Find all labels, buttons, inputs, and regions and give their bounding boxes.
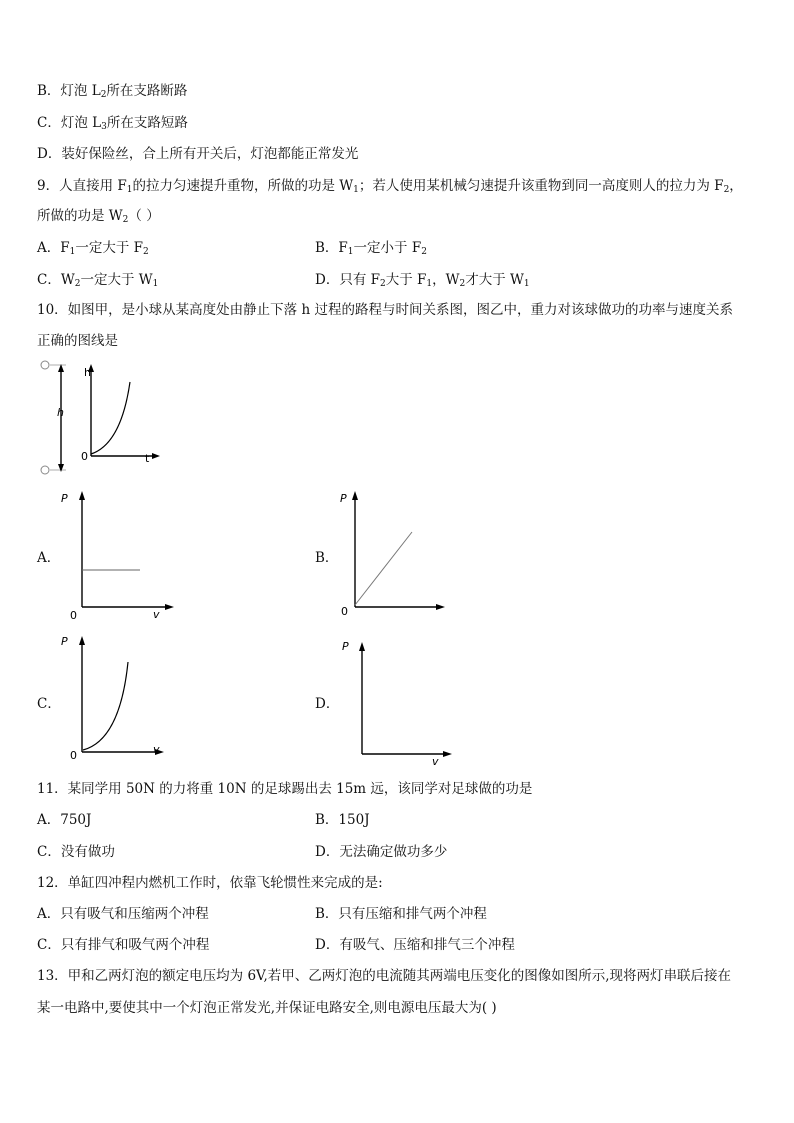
q10-option-a-label: A． xyxy=(37,550,61,566)
q11-stem: 11．某同学用 50N 的力将重 10N 的足球踢出去 15m 远，该同学对足球做的功是 xyxy=(37,781,533,797)
b-curve xyxy=(355,532,412,605)
a-x-arrow-icon xyxy=(165,604,174,610)
q11-option-a: A．750J xyxy=(37,812,92,828)
q10-stem-line2: 正确的图线是 xyxy=(37,333,118,349)
b-x-arrow-icon xyxy=(436,604,445,610)
a-origin: 0 xyxy=(70,609,77,622)
c-y-arrow-icon xyxy=(79,636,85,645)
q8-option-c: C．灯泡 $L_3$所在支路短路 xyxy=(37,115,188,132)
q12-option-c: C．只有排气和吸气两个冲程 xyxy=(37,937,210,953)
a-y-label: P xyxy=(61,492,68,505)
b-y-arrow-icon xyxy=(352,491,358,500)
q12-option-a: A．只有吸气和压缩两个冲程 xyxy=(37,906,209,922)
ht-curve xyxy=(91,382,130,454)
ball-top-icon xyxy=(41,361,49,369)
q9-option-b: B．$F_1$一定小于 $F_2$ xyxy=(315,240,427,257)
ball-bottom-icon xyxy=(41,466,49,474)
ht-x-arrow-icon xyxy=(152,453,160,459)
q9-option-c: C．$W_2$一定大于 $W_1$ xyxy=(37,272,159,289)
q11-option-b: B．150J xyxy=(315,812,370,828)
height-label: h xyxy=(57,406,64,419)
c-origin: 0 xyxy=(70,749,77,762)
q9-option-a: A．$F_1$一定大于 $F_2$ xyxy=(37,240,149,257)
q10-option-c-label: C． xyxy=(37,696,61,712)
q12-stem: 12．单缸四冲程内燃机工作时，依靠飞轮惯性来完成的是: xyxy=(37,875,383,891)
q10-option-d-graph xyxy=(338,636,463,771)
ht-origin-label: 0 xyxy=(81,450,88,463)
b-origin: 0 xyxy=(341,605,348,618)
d-x-label: v xyxy=(432,755,439,768)
q11-option-c: C．没有做功 xyxy=(37,844,115,860)
q10-option-a-graph xyxy=(58,488,183,623)
q8-option-b: B．灯泡 $L_2$所在支路断路 xyxy=(37,83,188,100)
q13-stem-line2: 某一电路中,要使其中一个灯泡正常发光,并保证电路安全,则电源电压最大为( ) xyxy=(37,1000,497,1016)
q10-option-c-graph xyxy=(58,632,183,767)
d-x-arrow-icon xyxy=(443,751,452,757)
ht-y-label: h xyxy=(84,366,91,379)
q10-option-b-label: B． xyxy=(315,550,339,566)
q12-option-d: D．有吸气、压缩和排气三个冲程 xyxy=(315,937,515,953)
b-y-label: P xyxy=(340,492,347,505)
q11-option-d: D．无法确定做功多少 xyxy=(315,844,448,860)
figure-fall-diagram xyxy=(36,356,176,480)
q9-option-d: D．只有 $F_2$大于 $F_1$，$W_2$才大于 $W_1$ xyxy=(315,272,530,289)
q13-stem: 13．甲和乙两灯泡的额定电压均为 6V,若甲、乙两灯泡的电流随其两端电压变化的图像如图所示,现将两灯串联后接在 xyxy=(37,968,732,984)
d-y-arrow-icon xyxy=(359,642,365,651)
q10-stem: 10．如图甲，是小球从某高度处由静止下落 h 过程的路程与时间关系图，图乙中，重力对该球做功的功率与速度关系 xyxy=(37,302,733,318)
q9-stem-line2: 所做的功是 $W_2$（ ） xyxy=(37,208,160,225)
q10-option-b-graph xyxy=(331,488,456,623)
c-curve xyxy=(83,662,128,750)
c-x-label: v xyxy=(153,743,160,756)
height-arrow-down-icon xyxy=(58,464,64,472)
q10-option-d-label: D． xyxy=(315,696,340,712)
d-y-label: P xyxy=(342,640,349,653)
c-y-label: P xyxy=(61,635,68,648)
q12-option-b: B．只有压缩和排气两个冲程 xyxy=(315,906,487,922)
q9-stem: 9．人直接用 $F_1$的拉力匀速提升重物，所做的功是 $W_1$；若人使用某机械匀速提升该重物到同一高度则人的拉力为 $F_2$， xyxy=(37,178,743,195)
ht-x-label: t xyxy=(145,452,150,465)
a-y-arrow-icon xyxy=(79,491,85,500)
a-x-label: v xyxy=(153,608,160,621)
q8-option-d: D．装好保险丝，合上所有开关后，灯泡都能正常发光 xyxy=(37,146,359,162)
